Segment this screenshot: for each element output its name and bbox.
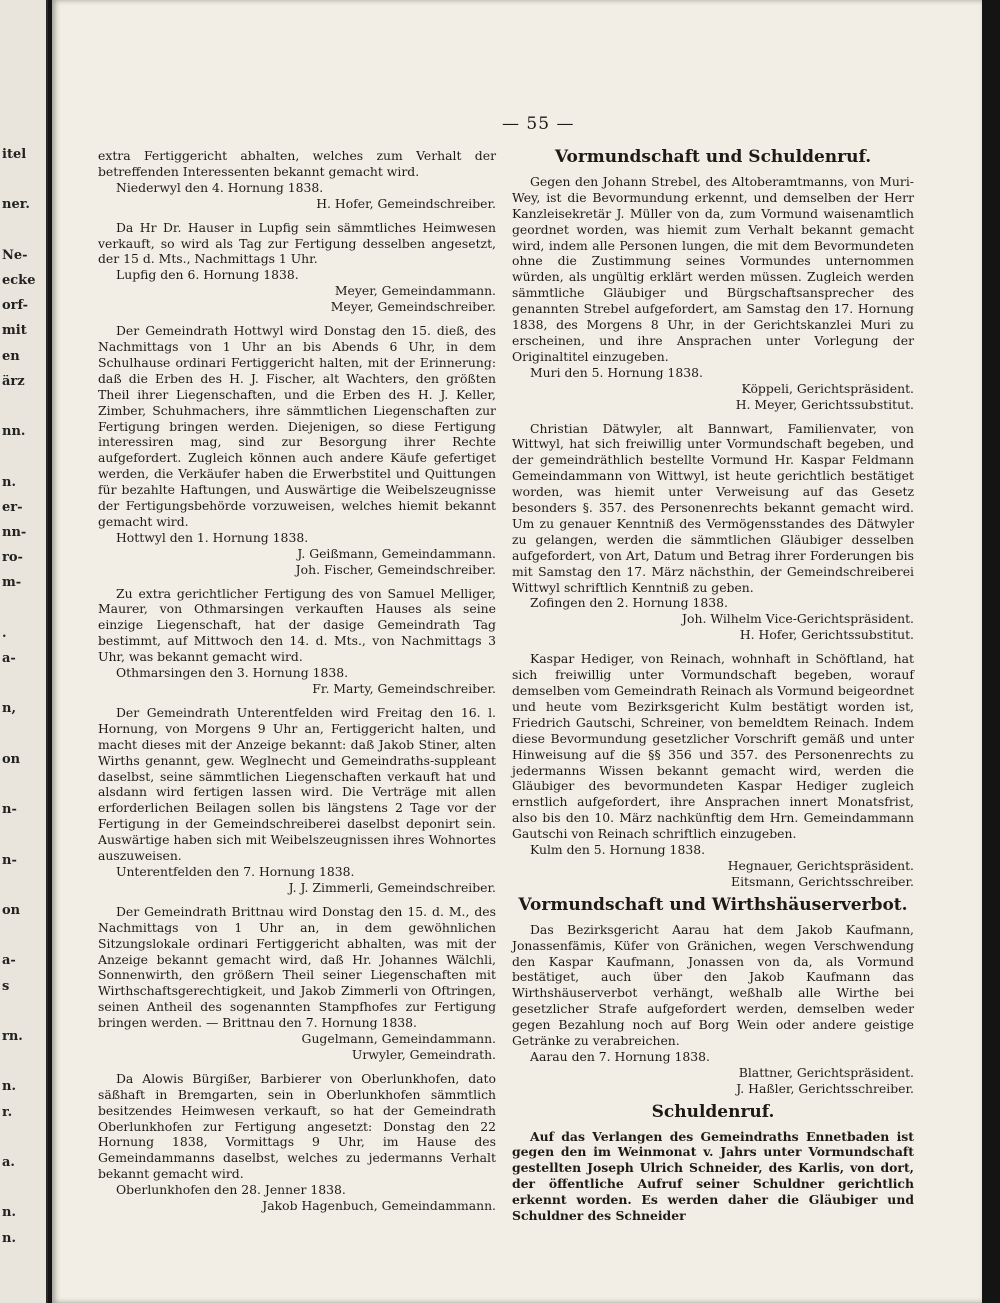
notice-signature: J. Geißmann, Gemeindammann. [297, 545, 496, 561]
page-number: — 55 — [502, 114, 575, 134]
margin-fragment: n. [2, 1231, 16, 1246]
right-notice-wirthshaeuserverbot [512, 922, 914, 1097]
right-column [512, 148, 914, 1232]
notice [512, 174, 914, 413]
margin-fragment: ner. [2, 198, 30, 213]
notice-paragraph: Der Gemeindrath Hottwyl wird Donstag den 15. dieß, des Nachmittags von 1 Uhr an bis Abends 6 Uhr, in dem Schulhause ordinari Fertiggericht halten, mit der Erinnerung: daß die Erben des H. J. Fischer, alt Wachters, den größten Theil ihrer Liegenschaften, und die Erben des H. J. Keller, Zimber, Schuhmachers, ihre sämmtlichen Liegenschaften zur Fertigung bringen werden. Diejenigen, so diese Fertigung interessiren mag, sind zur Besorgung ihrer Rechte aufgefordert. Zugleich können auch andere Käufe gefertiget werden, die Verkäufer haben die Erwerbstitel und Quittungen für bezahlte Haftungen, und Auswärtige die Weibelszeugnisse der Fertigungsbehörde vorzuweisen, welches hiemit bekannt gemacht wird. [98, 323, 496, 529]
notice-place-date: Muri den 5. Hornung 1838. [530, 364, 703, 380]
notice-signature: Meyer, Gemeindschreiber. [330, 299, 496, 315]
section-heading-wirthshaeuserverbot: Vormundschaft und Wirthshäuserverbot. [518, 894, 908, 915]
margin-fragment: . [2, 626, 7, 641]
notice-place-date: Oberlunkhofen den 28. Jenner 1838. [116, 1182, 346, 1198]
margin-fragment: Ne- [2, 248, 28, 263]
notice [98, 323, 496, 578]
notice-signature: Hegnauer, Gerichtspräsident. [727, 857, 914, 873]
notice-signature: Urwyler, Gemeindrath. [351, 1046, 496, 1062]
notice-place-date: Kulm den 5. Hornung 1838. [530, 842, 706, 858]
notice [98, 904, 496, 1063]
margin-fragment: a. [2, 1156, 15, 1170]
notice [512, 1129, 914, 1224]
notice-signature: Joh. Wilhelm Vice-Gerichtspräsident. [682, 611, 914, 627]
notice [98, 148, 496, 212]
right-notice-schuldenruf [512, 1129, 914, 1224]
notice-paragraph: extra Fertiggericht abhalten, welches zum Verhalt der betreffenden Interessenten bekannt gemacht wird. [98, 148, 496, 179]
notice [512, 922, 914, 1097]
right-notices [512, 174, 914, 890]
margin-fragment: mit [2, 324, 27, 339]
notice-paragraph: Der Gemeindrath Brittnau wird Donstag den 15. d. M., des Nachmittags von 1 Uhr an, in dem gewöhnlichen Sitzungslokale ordinari Fertiggericht abhalten, was mit der Anzeige bekannt gemacht wird, daß Hr. Johannes Wälchli, Sonnenwirth, den größern Theil seiner Liegenschaften mit Wirthschaftsgerechtigkeit, und Jakob Zimmerli von Oftringen, seinen Antheil des sogenannten Stampfhofes zur Fertigung bringen werden. — Brittnau den 7. Hornung 1838. [98, 903, 496, 1031]
margin-fragment: n. [2, 475, 16, 490]
margin-fragment: on [2, 752, 21, 767]
notice-place-date: Hottwyl den 1. Hornung 1838. [116, 529, 309, 545]
section-heading-schuldenruf: Schuldenruf. [651, 1101, 775, 1122]
notice-signature: J. J. Zimmerli, Gemeindschreiber. [288, 879, 496, 895]
margin-fragment: a- [2, 954, 16, 969]
margin-fragment: n- [2, 853, 17, 868]
notice-paragraph: Das Bezirksgericht Aarau hat dem Jakob Kaufmann, Jonassenfämis, Küfer von Gränichen, wegen Verschwendung den Kaspar Kaufmann, Jonassen von da, als Vormund bestätiget, auch über den Jakob Kaufmann das Wirthshäuserverbot verhängt, weßhalb alle Wirthe bei gesetzlicher Strafe aufgefordert werden, demselben weder gegen Bezahlung noch auf Borg Wein oder andere geistige Getränke zu verabreichen. [512, 921, 914, 1049]
notice-paragraph: Auf das Verlangen des Gemeindraths Ennetbaden ist gegen den im Weinmonat v. Jahrs unter Vormundschaft gestellten Joseph Ulrich Schneider, des Karlis, von dort, der öffentliche Aufruf seiner Schuldner gerichtlich erkennt worden. Es werden daher die Gläubiger und Schuldner des Schneider [512, 1128, 914, 1224]
previous-page-margin [0, 0, 48, 1303]
notice [98, 1071, 496, 1214]
margin-fragment: m- [2, 576, 22, 591]
margin-fragment: er- [2, 500, 23, 515]
notice-paragraph: Gegen den Johann Strebel, des Altoberamtmanns, von Muri-Wey, ist die Bevormundung erkennt, und demselben der Herr Kanzleisekretär J. Müller von da, zum Vormund waisenamtlich geordnet worden, was hiemit zum Verhalt bekannt gemacht wird, indem alle Personen lungen, die mit dem Bevormundeten ohne die Zustimmung seines Vormundes unternommen würden, als ungültig erklärt werden müssen. Zugleich werden sämmtliche Gläubiger und Bürgschaftsansprecher des genannten Strebel aufgefordert, am Samstag den 17. Hornung 1838, des Morgens 8 Uhr, in der Gerichtskanzlei Muri zu erscheinen, und ihre Ansprachen unter Vorlegung der Originaltitel einzugeben. [512, 173, 914, 364]
newspaper-page [52, 0, 982, 1303]
notice-paragraph: Der Gemeindrath Unterentfelden wird Freitag den 16. l. Hornung, von Morgens 9 Uhr an, Fertiggericht halten, und macht dieses mit der Anzeige bekannt: daß Jakob Stiner, alten Wirths genannt, gew. Weglnecht und Gemeindraths-suppleant daselbst, seine sämmtlichen Liegenschaften verkauft hat und alsdann wird fertigen lassen wird. Die Verträge mit allen erforderlichen Beilagen sollen bis längstens 2 Tage vor der Fertigung in der Gemeindschreiberei daselbst deponirt sein. Auswärtige haben sich mit Weibelszeugnissen ihres Wohnortes auszuweisen. [98, 704, 496, 864]
notice-place-date: Othmarsingen den 3. Hornung 1838. [116, 665, 349, 681]
left-column [98, 148, 496, 1222]
notice-paragraph: Da Hr Dr. Hauser in Lupfig sein sämmtliches Heimwesen verkauft, so wird als Tag zur Fertigung desselben angesetzt, der 15 d. Mts., Nachmittags 1 Uhr. [98, 219, 496, 267]
notice-signature: Gugelmann, Gemeindammann. [301, 1031, 496, 1047]
margin-fragment: r. [2, 1105, 13, 1120]
notice-signature: Blattner, Gerichtspräsident. [738, 1064, 914, 1080]
margin-fragment: a- [2, 652, 16, 666]
notice-paragraph: Christian Dätwyler, alt Bannwart, Familienvater, von Wittwyl, hat sich freiwillig unter Vormundschaft begeben, und der gemeindräthlich bestellte Vormund Hr. Kaspar Feldmann Gemeindammann von Wittwyl, ist heute gerichtlich bestätiget worden, was hiemit unter Verweisung auf das Gesetz besonders §. 357. des Personenrechts bekannt gemacht wird. Um zu genauer Kenntniß des Vermögensstandes des Dätwyler zu gelangen, werden die sämmtlichen Gläubiger desselben aufgefordert, von Art, Datum und Betrag ihrer Forderungen bis mit Samstag den 17. März nächsthin, der Gemeindschreiberei Wittwyl schriftlich Kenntniß zu geben. [512, 420, 914, 595]
section-heading-vormundschaft-schuldenruf: Vormundschaft und Schuldenruf. [554, 147, 872, 167]
notice-place-date: Unterentfelden den 7. Hornung 1838. [116, 863, 355, 879]
margin-fragment: ecke [2, 274, 36, 288]
margin-fragment: n- [2, 803, 17, 818]
margin-fragment: rn. [2, 1030, 23, 1044]
margin-fragment: nn- [2, 526, 27, 540]
notice-signature: Jakob Hagenbuch, Gemeindammann. [262, 1198, 496, 1214]
notice-signature: Eitsmann, Gerichtsschreiber. [731, 873, 914, 889]
margin-fragment: orf- [2, 299, 29, 314]
margin-fragment: n. [2, 1206, 16, 1221]
margin-fragment: n. [2, 1080, 16, 1095]
notice-signature: H. Hofer, Gerichtssubstitut. [739, 627, 914, 643]
notice-paragraph: Kaspar Hediger, von Reinach, wohnhaft in Schöftland, hat sich freiwillig unter Vormundschaft begeben, worauf demselben vom Gemeindrath Reinach als Vormund beigeordnet und heute vom Bezirksgericht Kulm bestätigt worden ist, Friedrich Gautschi, Schreiner, von bemeldtem Reinach. Indem diese Bevormundung gesetzlicher Vorschrift gemäß und unter Hinweisung auf die §§ 356 und 357. des Personenrechts zu jedermanns Wissen bekannt gemacht wird, werden die Gläubiger des bevormundeten Kaspar Hediger zugleich ernstlich aufgefordert, ihre Ansprachen innert Monatsfrist, also bis den 10. März nachkünftig dem Hrn. Gemeindammann Gautschi von Reinach schriftlich einzugeben. [512, 651, 914, 842]
notice-signature: Joh. Fischer, Gemeindschreiber. [295, 561, 496, 577]
margin-fragment: en [2, 349, 20, 364]
notice-signature: H. Meyer, Gerichtssubstitut. [735, 396, 914, 412]
margin-fragment: nn. [2, 425, 26, 440]
notice-paragraph: Da Alowis Bürgißer, Barbierer von Oberlunkhofen, dato säßhaft in Bremgarten, sein in Oberlunkhofen sämmtlich besitzendes Heimwesen verkauft, so hat der Gemeindrath Oberlunkhofen zur Fertigung angesetzt: Donstag den 22 Hornung 1838, Vormittags 9 Uhr, im Hause des Gemeindammanns daselbst, welches zu jedermanns Verhalt bekannt gemacht wird. [98, 1070, 496, 1182]
notice-signature: Köppeli, Gerichtspräsident. [741, 380, 914, 396]
notice [512, 421, 914, 644]
notice-signature: Fr. Marty, Gemeindschreiber. [312, 681, 496, 696]
notice-place-date: Aarau den 7. Hornung 1838. [530, 1048, 710, 1064]
notice-paragraph: Zu extra gerichtlicher Fertigung des von Samuel Melliger, Maurer, von Othmarsingen verkauften Hauses als seine einzige Liegenschaft, hat der dasige Gemeindrath Tag bestimmt, auf Mittwoch den 14. d. Mts., von Nachmittags 3 Uhr, was bekannt gemacht wird. [98, 585, 496, 665]
notice-signature: H. Hofer, Gemeindschreiber. [316, 195, 496, 211]
notice-place-date: Lupfig den 6. Hornung 1838. [116, 267, 299, 283]
margin-fragment: s [2, 979, 10, 994]
margin-fragment: on [2, 904, 21, 918]
notice-place-date: Zofingen den 2. Hornung 1838. [530, 595, 728, 611]
notice [98, 586, 496, 697]
notice [512, 651, 914, 890]
notice-signature: J. Haßler, Gerichtsschreiber. [736, 1080, 914, 1096]
margin-fragment: ärz [2, 374, 25, 389]
notice-place-date: Niederwyl den 4. Hornung 1838. [116, 179, 324, 195]
margin-fragment: n, [2, 702, 16, 717]
margin-fragment: itel [2, 148, 27, 162]
margin-fragment: ro- [2, 551, 23, 566]
notice [98, 705, 496, 896]
notice-signature: Meyer, Gemeindammann. [334, 283, 496, 299]
notice [98, 220, 496, 315]
